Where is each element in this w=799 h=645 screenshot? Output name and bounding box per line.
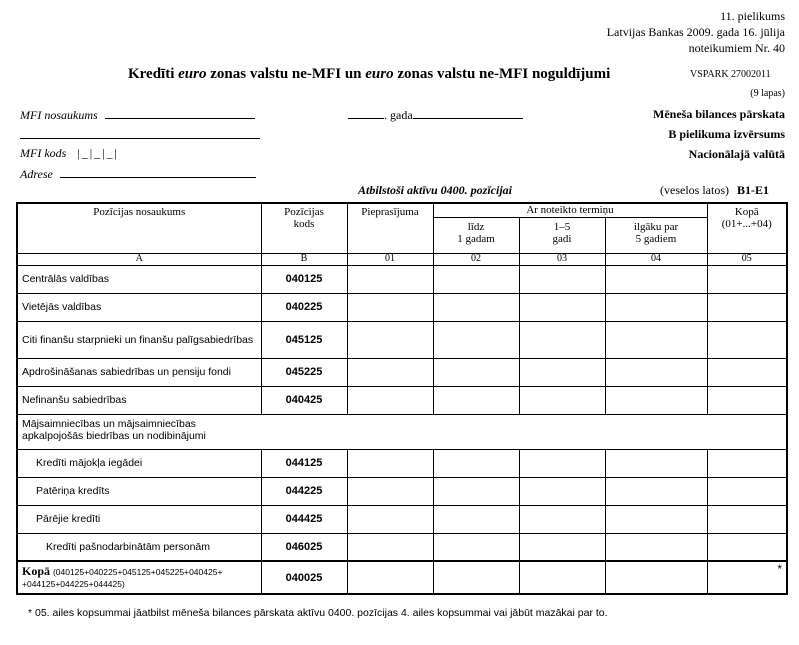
- input-cell[interactable]: [707, 358, 787, 386]
- total-formula: (040125+040225+045125+045225+040425+ +044125+044225+044425): [22, 567, 223, 589]
- input-cell[interactable]: [347, 505, 433, 533]
- row-code: 044125: [261, 449, 347, 477]
- input-cell[interactable]: [347, 449, 433, 477]
- annex-reference: [607, 8, 785, 56]
- address-field[interactable]: [20, 166, 256, 182]
- annex-line: Latvijas Bankas 2009. gada 16. jūlija: [606, 25, 785, 39]
- input-cell[interactable]: [347, 533, 433, 561]
- header-term-1y: līdz 1 gadam: [433, 217, 519, 253]
- mfi-name-line-2[interactable]: [20, 126, 260, 139]
- input-cell[interactable]: [433, 265, 519, 293]
- input-cell[interactable]: [519, 505, 605, 533]
- mfi-name-field[interactable]: [20, 107, 255, 123]
- address-line[interactable]: [60, 166, 256, 178]
- title-text: euro: [365, 66, 394, 82]
- input-cell[interactable]: [707, 449, 787, 477]
- address-label: Adrese: [20, 167, 53, 181]
- input-cell[interactable]: [707, 561, 787, 594]
- mfi-code-boxes[interactable]: |_|_|_|: [77, 146, 119, 160]
- input-cell[interactable]: [433, 358, 519, 386]
- row-label: Apdrošināšanas sabiedrības un pensiju fondi: [17, 358, 261, 386]
- input-cell[interactable]: [347, 321, 433, 358]
- header-position-name: Pozīcijas nosaukums: [17, 203, 261, 253]
- title-text: euro: [178, 66, 207, 82]
- table-row: [17, 293, 787, 321]
- column-letter: 02: [433, 253, 519, 265]
- input-cell[interactable]: [707, 477, 787, 505]
- row-label: Kredīti pašnodarbinātām personām: [17, 533, 261, 561]
- row-code: 040225: [261, 293, 347, 321]
- input-cell[interactable]: [605, 561, 707, 594]
- row-code: 044425: [261, 505, 347, 533]
- input-cell[interactable]: [519, 265, 605, 293]
- form-code: VSPARK 27002011: [690, 69, 771, 80]
- page-title: [128, 66, 610, 83]
- report-info-2: B pielikuma izvērsums: [668, 127, 785, 141]
- table-row: [17, 477, 787, 505]
- input-cell[interactable]: [605, 293, 707, 321]
- table-row: [17, 358, 787, 386]
- title-text: Kredīti: [128, 66, 179, 82]
- report-info-1: Mēneša bilances pārskata: [653, 107, 785, 121]
- column-letter-row: [17, 253, 787, 265]
- column-letter: 01: [347, 253, 433, 265]
- table-id: B1-E1: [736, 183, 769, 197]
- input-cell[interactable]: [519, 533, 605, 561]
- year-field[interactable]: [348, 107, 523, 123]
- input-cell[interactable]: [605, 505, 707, 533]
- row-label: Centrālās valdības: [17, 265, 261, 293]
- input-cell[interactable]: [347, 386, 433, 414]
- input-cell[interactable]: [519, 358, 605, 386]
- column-letter: 03: [519, 253, 605, 265]
- year-label: . gada: [384, 108, 413, 122]
- header-term-1-5y: 1–5 gadi: [519, 217, 605, 253]
- date-line[interactable]: [413, 107, 523, 119]
- header-total: Kopā (01+...+04): [707, 203, 787, 253]
- table-row: [17, 533, 787, 561]
- input-cell[interactable]: [707, 321, 787, 358]
- input-cell[interactable]: [707, 293, 787, 321]
- table-row: [17, 321, 787, 358]
- group-label: Mājsaimniecības un mājsaimniecības apkalpojošās biedrības un nodibinājumi: [22, 417, 206, 442]
- input-cell[interactable]: [347, 561, 433, 594]
- input-cell[interactable]: [433, 386, 519, 414]
- row-code: 044225: [261, 477, 347, 505]
- input-cell[interactable]: [519, 386, 605, 414]
- table-row: [17, 265, 787, 293]
- input-cell[interactable]: [605, 533, 707, 561]
- column-letter: B: [261, 253, 347, 265]
- input-cell[interactable]: [707, 505, 787, 533]
- input-cell[interactable]: [347, 358, 433, 386]
- input-cell[interactable]: [433, 449, 519, 477]
- input-cell[interactable]: [347, 265, 433, 293]
- row-label: Citi finanšu starpnieki un finanšu palīgsabiedrības: [17, 321, 261, 358]
- row-label: Kredīti mājokļa iegādei: [17, 449, 261, 477]
- input-cell[interactable]: [519, 293, 605, 321]
- table-row: [17, 386, 787, 414]
- header-demand: Pieprasījuma: [347, 203, 433, 253]
- annex-line: noteikumiem Nr. 40: [688, 41, 785, 55]
- header-term-group: Ar noteikto termiņu: [433, 203, 707, 217]
- year-line[interactable]: [348, 107, 384, 119]
- row-label: [17, 414, 787, 449]
- input-cell[interactable]: [605, 358, 707, 386]
- title-text: zonas valstu ne-MFI noguldījumi: [393, 66, 611, 82]
- input-cell[interactable]: [707, 265, 787, 293]
- input-cell[interactable]: [433, 533, 519, 561]
- row-code: 040125: [261, 265, 347, 293]
- row-code: 040425: [261, 386, 347, 414]
- annex-line: 11. pielikums: [720, 9, 785, 23]
- page-count: (9 lapas): [750, 88, 785, 99]
- input-cell[interactable]: [433, 561, 519, 594]
- row-code: 045225: [261, 358, 347, 386]
- input-cell[interactable]: [605, 386, 707, 414]
- input-cell[interactable]: [519, 449, 605, 477]
- row-code: 045125: [261, 321, 347, 358]
- input-cell[interactable]: [433, 505, 519, 533]
- header-term-5y: ilgāku par 5 gadiem: [605, 217, 707, 253]
- mfi-name-label: MFI nosaukums: [20, 108, 98, 122]
- row-label: Pārējie kredīti: [17, 505, 261, 533]
- column-letter: 05: [707, 253, 787, 265]
- input-cell[interactable]: [519, 561, 605, 594]
- mfi-code-label: MFI kods: [20, 146, 67, 160]
- input-cell[interactable]: [347, 293, 433, 321]
- row-label: Patēriņa kredīts: [17, 477, 261, 505]
- total-title: Kopā: [22, 564, 51, 578]
- footnote: * 05. ailes kopsummai jāatbilst mēneša bilances pārskata aktīvu 0400. pozīcijas 4. ailes kopsummai vai jābūt mazākai par to.: [28, 607, 608, 619]
- input-cell[interactable]: [707, 533, 787, 561]
- total-code: 040025: [261, 561, 347, 594]
- input-cell[interactable]: [519, 321, 605, 358]
- input-cell[interactable]: [347, 477, 433, 505]
- row-label: Nefinanšu sabiedrības: [17, 386, 261, 414]
- input-cell[interactable]: [605, 449, 707, 477]
- table-row-group-header: [17, 414, 787, 449]
- input-cell[interactable]: [433, 293, 519, 321]
- row-code: 046025: [261, 533, 347, 561]
- input-cell[interactable]: [605, 477, 707, 505]
- mfi-name-line[interactable]: [105, 107, 255, 119]
- title-text: zonas valstu ne-MFI un: [206, 66, 366, 82]
- input-cell[interactable]: [605, 265, 707, 293]
- units-label: (veselos latos): [660, 183, 729, 197]
- table-units: [660, 183, 769, 198]
- table-row: [17, 505, 787, 533]
- row-label: Vietējās valdības: [17, 293, 261, 321]
- input-cell[interactable]: [605, 321, 707, 358]
- input-cell[interactable]: [433, 321, 519, 358]
- footnote-marker: *: [777, 562, 782, 576]
- header-position-code: Pozīcijas kods: [261, 203, 347, 253]
- input-cell[interactable]: [519, 477, 605, 505]
- table-total-row: [17, 561, 787, 594]
- input-cell[interactable]: [707, 386, 787, 414]
- report-table: [16, 202, 788, 595]
- table-row: [17, 449, 787, 477]
- input-cell[interactable]: [433, 477, 519, 505]
- total-label: [17, 561, 261, 594]
- mfi-code-field[interactable]: [20, 146, 119, 161]
- table-subtitle: Atbilstoši aktīvu 0400. pozīcijai: [358, 183, 513, 197]
- column-letter: 04: [605, 253, 707, 265]
- column-letter: A: [17, 253, 261, 265]
- report-info-3: Nacionālajā valūtā: [688, 147, 785, 161]
